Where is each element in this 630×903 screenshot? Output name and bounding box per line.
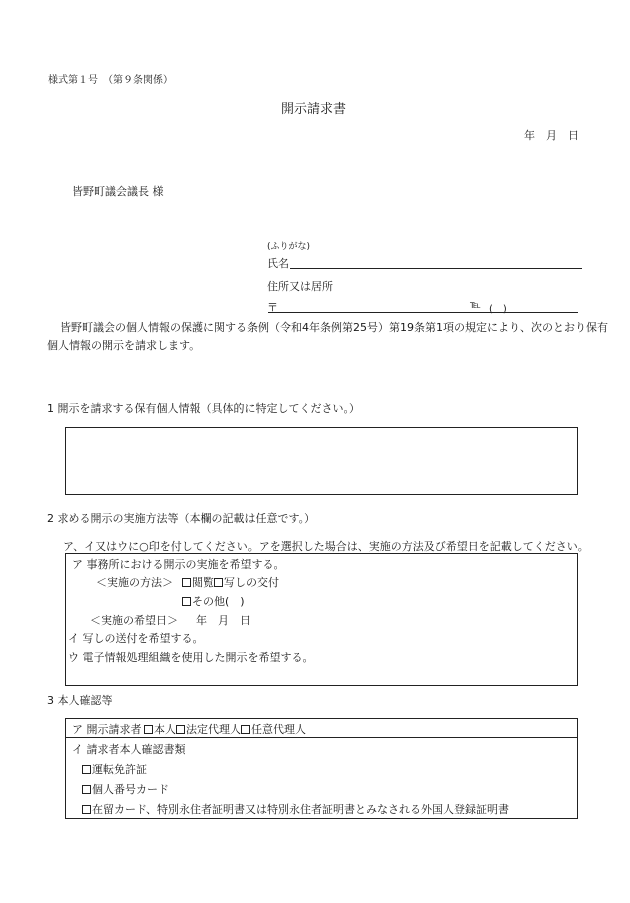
checkbox-icon bbox=[214, 578, 223, 587]
option-u-electronic[interactable]: ウ 電子情報処理組織を使用した開示を希望する。 bbox=[68, 651, 314, 664]
doc-mynumber-checkbox[interactable] bbox=[82, 781, 169, 797]
tel-paren: ( ) bbox=[489, 304, 507, 315]
name-label: 氏名 bbox=[267, 257, 289, 270]
address-field[interactable] bbox=[268, 312, 578, 313]
method-other-checkbox[interactable] bbox=[182, 593, 245, 609]
requester-voluntary-label: 任意代理人 bbox=[251, 723, 306, 736]
body-text-line2: 個人情報の開示を請求します。 bbox=[47, 339, 201, 352]
doc-mynumber bbox=[82, 781, 169, 797]
section2-heading: 2 求める開示の実施方法等（本欄の記載は任意です。） bbox=[47, 512, 316, 525]
section2-instruction: ア、イ又はウに○印を付してください。アを選択した場合は、実施の方法及び希望日を記載してください。 bbox=[63, 540, 589, 553]
addressee: 皆野町議会議長 様 bbox=[72, 185, 164, 198]
method-other bbox=[182, 593, 245, 609]
checkbox-icon bbox=[82, 805, 91, 814]
requester-voluntary-checkbox[interactable] bbox=[241, 721, 306, 737]
checkbox-icon bbox=[82, 785, 91, 794]
option-i-mail[interactable]: イ 写しの送付を希望する。 bbox=[68, 632, 204, 645]
section1-info-field[interactable] bbox=[65, 427, 578, 495]
checkbox-icon bbox=[241, 725, 250, 734]
page-title: 開示請求書 bbox=[281, 102, 347, 117]
requester-legal-checkbox[interactable] bbox=[176, 721, 241, 737]
section2-box bbox=[65, 553, 578, 686]
requester-self-checkbox[interactable] bbox=[144, 721, 176, 737]
method-options bbox=[182, 574, 279, 590]
section3-table bbox=[65, 718, 578, 819]
doc-license-checkbox[interactable] bbox=[82, 761, 147, 777]
section3-heading: 3 本人確認等 bbox=[47, 694, 113, 707]
requester-options bbox=[144, 721, 306, 737]
requester-legal-label: 法定代理人 bbox=[186, 723, 241, 736]
id-documents-label: イ 請求者本人確認書類 bbox=[72, 743, 186, 756]
requester-label: ア 開示請求者 bbox=[72, 723, 142, 736]
checkbox-icon bbox=[182, 597, 191, 606]
doc-residence-label: 在留カード、特別永住者証明書又は特別永住者証明書とみなされる外国人登録証明書 bbox=[92, 803, 510, 816]
option-a-onsite[interactable]: ア 事務所における開示の実施を希望する。 bbox=[72, 558, 285, 571]
method-view-checkbox[interactable] bbox=[182, 574, 214, 590]
method-label: ＜実施の方法＞ bbox=[96, 576, 173, 589]
checkbox-icon bbox=[82, 765, 91, 774]
checkbox-icon bbox=[144, 725, 153, 734]
section1-heading: 1 開示を請求する保有個人情報（具体的に特定してください。） bbox=[47, 402, 360, 415]
name-field[interactable] bbox=[290, 268, 582, 269]
doc-license-label: 運転免許証 bbox=[92, 763, 147, 776]
preferred-date-field[interactable]: 年 月 日 bbox=[196, 614, 251, 627]
doc-residence bbox=[82, 801, 509, 817]
method-copy-label: 写しの交付 bbox=[224, 576, 279, 589]
method-other-label: その他( ) bbox=[192, 595, 245, 608]
address-label: 住所又は居所 bbox=[267, 280, 333, 293]
requester-row bbox=[66, 719, 577, 738]
checkbox-icon bbox=[182, 578, 191, 587]
tel-label: ℡ bbox=[470, 300, 481, 311]
doc-mynumber-label: 個人番号カード bbox=[92, 783, 169, 796]
postal-mark: 〒 bbox=[267, 301, 278, 314]
body-text-line1: 皆野町議会の個人情報の保護に関する条例（令和4年条例第25号）第19条第1項の規定により、次のとおり保有 bbox=[60, 321, 608, 334]
method-copy-checkbox[interactable] bbox=[214, 574, 279, 590]
form-number: 様式第１号 （第９条関係） bbox=[48, 75, 173, 86]
checkbox-icon bbox=[176, 725, 185, 734]
requester-self-label: 本人 bbox=[154, 723, 176, 736]
date-line: 年 月 日 bbox=[524, 129, 579, 142]
method-view-label: 閲覧 bbox=[192, 576, 214, 589]
furigana-label: (ふりがな) bbox=[267, 242, 311, 252]
doc-residence-checkbox[interactable] bbox=[82, 801, 509, 817]
doc-license bbox=[82, 761, 147, 777]
date-label: ＜実施の希望日＞ bbox=[90, 614, 178, 627]
